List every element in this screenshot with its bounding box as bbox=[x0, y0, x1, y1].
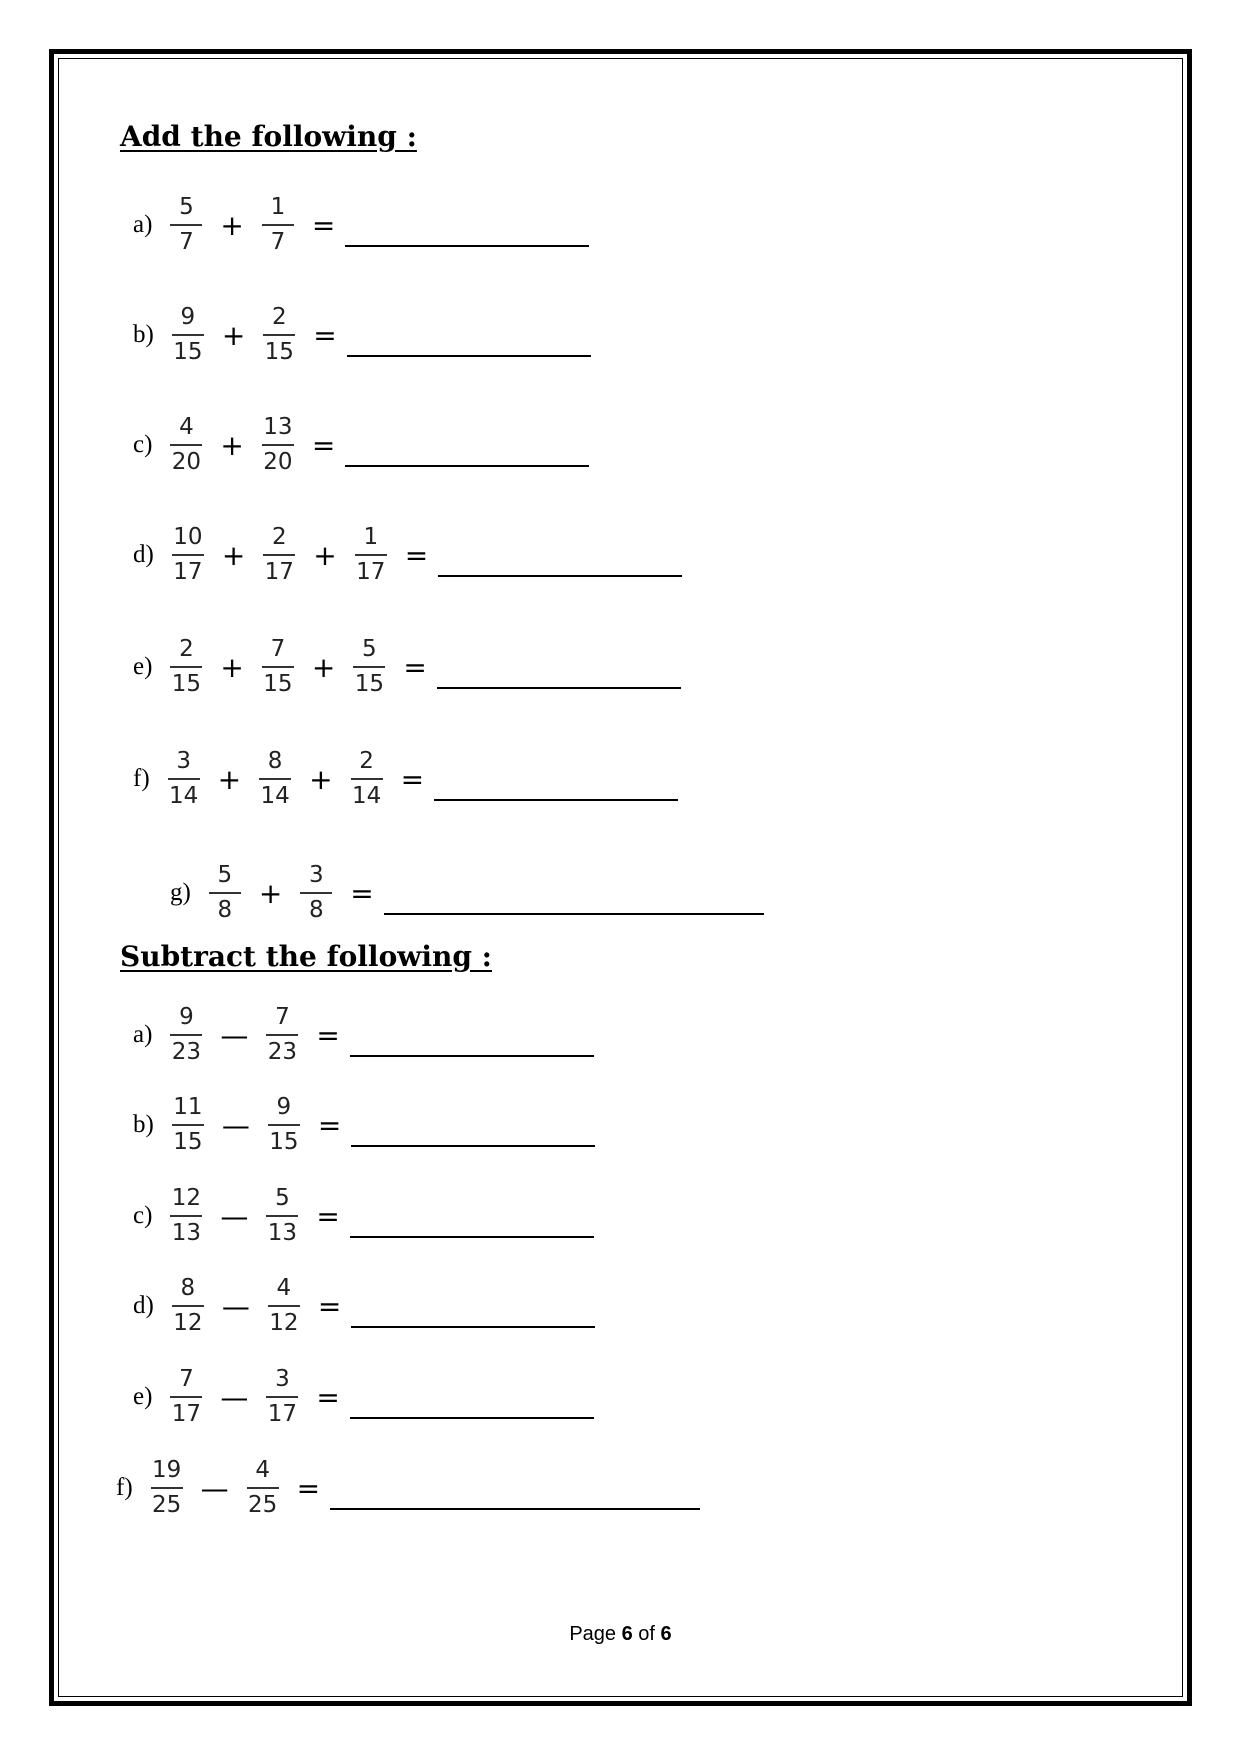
fraction bbox=[266, 1006, 298, 1064]
denominator: 7 bbox=[270, 229, 286, 255]
plus-sign: + bbox=[309, 762, 333, 796]
numerator: 1 bbox=[363, 524, 379, 550]
denominator: 17 bbox=[173, 559, 203, 585]
fraction-bar bbox=[268, 1305, 300, 1307]
fraction bbox=[266, 1368, 298, 1426]
answer-blank[interactable] bbox=[438, 545, 682, 577]
plus-sign: + bbox=[220, 650, 244, 684]
numerator: 1 bbox=[270, 194, 286, 220]
exercise-label: d) bbox=[133, 1292, 154, 1319]
minus-sign: — bbox=[200, 1471, 229, 1505]
fraction bbox=[170, 638, 202, 696]
numerator: 4 bbox=[255, 1457, 270, 1483]
page-footer bbox=[0, 1623, 1241, 1646]
equals-sign: = bbox=[296, 1471, 321, 1505]
equals-sign: = bbox=[404, 538, 429, 572]
denominator: 15 bbox=[269, 1129, 299, 1155]
plus-sign: + bbox=[220, 428, 244, 462]
fraction-bar bbox=[170, 1215, 202, 1217]
denominator: 17 bbox=[264, 559, 294, 585]
fraction bbox=[351, 750, 383, 808]
denominator: 25 bbox=[152, 1492, 182, 1518]
footer-of-word: of bbox=[638, 1623, 655, 1645]
denominator: 8 bbox=[308, 897, 324, 923]
add-exercise-row bbox=[133, 190, 589, 260]
fraction bbox=[266, 1187, 298, 1245]
denominator: 15 bbox=[354, 671, 384, 697]
denominator: 15 bbox=[264, 339, 294, 365]
fraction-bar bbox=[266, 1396, 298, 1398]
equals-sign: = bbox=[317, 1289, 342, 1323]
answer-blank[interactable] bbox=[434, 769, 678, 801]
add-exercise-row bbox=[133, 632, 681, 702]
fraction-bar bbox=[151, 1487, 183, 1489]
answer-blank[interactable] bbox=[384, 883, 764, 915]
numerator: 7 bbox=[270, 636, 286, 662]
fraction bbox=[355, 526, 387, 584]
minus-sign: — bbox=[221, 1289, 250, 1323]
subtract-exercise-row bbox=[133, 1000, 594, 1070]
fraction bbox=[268, 1096, 300, 1154]
equals-sign: = bbox=[311, 428, 336, 462]
answer-blank[interactable] bbox=[351, 1296, 595, 1328]
fraction-bar bbox=[259, 778, 291, 780]
fraction bbox=[168, 750, 200, 808]
equals-sign: = bbox=[313, 318, 337, 352]
fraction-bar bbox=[263, 334, 295, 336]
minus-sign: — bbox=[221, 1108, 250, 1142]
fraction-bar bbox=[172, 334, 204, 336]
add-heading: Add the following : bbox=[120, 120, 417, 153]
fraction bbox=[170, 196, 202, 254]
denominator: 23 bbox=[267, 1039, 298, 1065]
equals-sign: = bbox=[400, 762, 425, 796]
fraction-bar bbox=[170, 1034, 202, 1036]
fraction bbox=[353, 638, 385, 696]
subtract-exercise-row bbox=[116, 1453, 700, 1523]
fraction-bar bbox=[355, 554, 387, 556]
fraction bbox=[300, 864, 332, 922]
fraction bbox=[170, 1006, 202, 1064]
fraction bbox=[172, 1277, 204, 1335]
exercise-label: a) bbox=[133, 1021, 153, 1048]
exercise-label: c) bbox=[133, 1202, 153, 1229]
fraction-bar bbox=[266, 1034, 298, 1036]
fraction-bar bbox=[247, 1487, 279, 1489]
fraction-bar bbox=[170, 666, 202, 668]
fraction-bar bbox=[262, 224, 294, 226]
answer-blank[interactable] bbox=[345, 435, 589, 467]
numerator: 7 bbox=[179, 1366, 194, 1392]
fraction bbox=[151, 1459, 183, 1517]
answer-blank[interactable] bbox=[350, 1206, 594, 1238]
denominator: 13 bbox=[171, 1220, 202, 1246]
denominator: 17 bbox=[171, 1401, 202, 1427]
exercise-label: g) bbox=[170, 879, 191, 906]
denominator: 15 bbox=[173, 339, 203, 365]
numerator: 9 bbox=[179, 1004, 194, 1030]
denominator: 13 bbox=[267, 1220, 298, 1246]
numerator: 3 bbox=[308, 862, 324, 888]
denominator: 15 bbox=[171, 671, 202, 697]
fraction bbox=[262, 416, 294, 474]
denominator: 23 bbox=[171, 1039, 202, 1065]
denominator: 25 bbox=[248, 1492, 278, 1518]
numerator: 2 bbox=[271, 524, 287, 550]
exercise-label: b) bbox=[133, 321, 154, 348]
answer-blank[interactable] bbox=[350, 1025, 594, 1057]
numerator: 11 bbox=[173, 1094, 203, 1120]
fraction bbox=[262, 196, 294, 254]
answer-blank[interactable] bbox=[330, 1478, 700, 1510]
numerator: 13 bbox=[263, 414, 293, 440]
add-exercise-row bbox=[133, 300, 591, 370]
answer-blank[interactable] bbox=[345, 215, 589, 247]
add-exercise-row bbox=[133, 410, 589, 480]
denominator: 17 bbox=[356, 559, 386, 585]
fraction bbox=[170, 1368, 202, 1426]
exercise-label: a) bbox=[133, 211, 153, 238]
numerator: 8 bbox=[180, 1275, 196, 1301]
footer-page-word: Page bbox=[569, 1623, 617, 1645]
numerator: 5 bbox=[275, 1185, 290, 1211]
numerator: 7 bbox=[275, 1004, 290, 1030]
denominator: 12 bbox=[173, 1310, 203, 1336]
fraction-bar bbox=[209, 892, 241, 894]
denominator: 20 bbox=[171, 449, 202, 475]
fraction bbox=[170, 1187, 202, 1245]
denominator: 7 bbox=[179, 229, 194, 255]
equals-sign: = bbox=[311, 208, 336, 242]
footer-total-pages: 6 bbox=[660, 1623, 672, 1645]
fraction-bar bbox=[263, 554, 295, 556]
exercise-label: b) bbox=[133, 1111, 154, 1138]
fraction-bar bbox=[268, 1124, 300, 1126]
equals-sign: = bbox=[403, 650, 427, 684]
equals-sign: = bbox=[350, 876, 374, 910]
fraction bbox=[172, 1096, 204, 1154]
plus-sign: + bbox=[217, 762, 242, 796]
numerator: 3 bbox=[176, 748, 191, 774]
denominator: 17 bbox=[267, 1401, 298, 1427]
numerator: 12 bbox=[171, 1185, 202, 1211]
denominator: 8 bbox=[217, 897, 233, 923]
minus-sign: — bbox=[220, 1199, 249, 1233]
add-exercise-row bbox=[133, 744, 678, 814]
add-exercise-row bbox=[133, 520, 682, 590]
numerator: 5 bbox=[217, 862, 233, 888]
numerator: 2 bbox=[271, 304, 287, 330]
subtract-heading: Subtract the following : bbox=[120, 940, 492, 973]
fraction bbox=[247, 1459, 279, 1517]
exercise-label: f) bbox=[116, 1474, 133, 1501]
denominator: 12 bbox=[269, 1310, 299, 1336]
equals-sign: = bbox=[316, 1199, 340, 1233]
fraction-bar bbox=[170, 1396, 202, 1398]
equals-sign: = bbox=[316, 1380, 340, 1414]
numerator: 9 bbox=[180, 304, 196, 330]
footer-current-page: 6 bbox=[621, 1623, 633, 1645]
denominator: 20 bbox=[263, 449, 293, 475]
answer-blank[interactable] bbox=[351, 1115, 595, 1147]
fraction bbox=[172, 526, 204, 584]
fraction-bar bbox=[170, 444, 202, 446]
fraction bbox=[209, 864, 241, 922]
exercise-label: e) bbox=[133, 653, 153, 680]
numerator: 5 bbox=[362, 636, 377, 662]
fraction-bar bbox=[353, 666, 385, 668]
plus-sign: + bbox=[221, 538, 246, 572]
fraction bbox=[170, 416, 202, 474]
fraction bbox=[268, 1277, 300, 1335]
answer-blank[interactable] bbox=[350, 1387, 594, 1419]
denominator: 14 bbox=[169, 783, 199, 809]
answer-blank[interactable] bbox=[437, 657, 681, 689]
numerator: 3 bbox=[275, 1366, 290, 1392]
plus-sign: + bbox=[311, 650, 336, 684]
fraction-bar bbox=[168, 778, 200, 780]
fraction-bar bbox=[172, 1124, 204, 1126]
fraction-bar bbox=[351, 778, 383, 780]
fraction bbox=[263, 306, 295, 364]
numerator: 10 bbox=[173, 524, 203, 550]
subtract-exercise-row bbox=[133, 1181, 594, 1251]
exercise-label: f) bbox=[133, 765, 150, 792]
numerator: 2 bbox=[179, 636, 194, 662]
fraction bbox=[262, 638, 294, 696]
denominator: 15 bbox=[173, 1129, 203, 1155]
numerator: 4 bbox=[179, 414, 194, 440]
subtract-exercise-row bbox=[133, 1090, 595, 1160]
numerator: 5 bbox=[179, 194, 194, 220]
fraction-bar bbox=[262, 666, 294, 668]
equals-sign: = bbox=[317, 1108, 342, 1142]
plus-sign: + bbox=[258, 876, 283, 910]
fraction-bar bbox=[172, 1305, 204, 1307]
add-exercise-row bbox=[170, 858, 764, 928]
fraction-bar bbox=[170, 224, 202, 226]
minus-sign: — bbox=[220, 1018, 249, 1052]
fraction-bar bbox=[172, 554, 204, 556]
exercise-label: d) bbox=[133, 541, 154, 568]
fraction bbox=[263, 526, 295, 584]
minus-sign: — bbox=[220, 1380, 249, 1414]
answer-blank[interactable] bbox=[347, 325, 591, 357]
denominator: 14 bbox=[260, 783, 290, 809]
equals-sign: = bbox=[316, 1018, 340, 1052]
numerator: 9 bbox=[276, 1094, 292, 1120]
subtract-exercise-row bbox=[133, 1271, 595, 1341]
fraction-bar bbox=[266, 1215, 298, 1217]
plus-sign: + bbox=[221, 318, 246, 352]
numerator: 8 bbox=[267, 748, 283, 774]
plus-sign: + bbox=[220, 208, 244, 242]
numerator: 19 bbox=[152, 1457, 182, 1483]
plus-sign: + bbox=[313, 538, 337, 572]
denominator: 15 bbox=[263, 671, 293, 697]
fraction-bar bbox=[262, 444, 294, 446]
numerator: 4 bbox=[276, 1275, 292, 1301]
denominator: 14 bbox=[351, 783, 382, 809]
exercise-label: e) bbox=[133, 1383, 153, 1410]
fraction bbox=[172, 306, 204, 364]
fraction bbox=[259, 750, 291, 808]
exercise-label: c) bbox=[133, 431, 153, 458]
subtract-exercise-row bbox=[133, 1362, 594, 1432]
fraction-bar bbox=[300, 892, 332, 894]
numerator: 2 bbox=[359, 748, 374, 774]
